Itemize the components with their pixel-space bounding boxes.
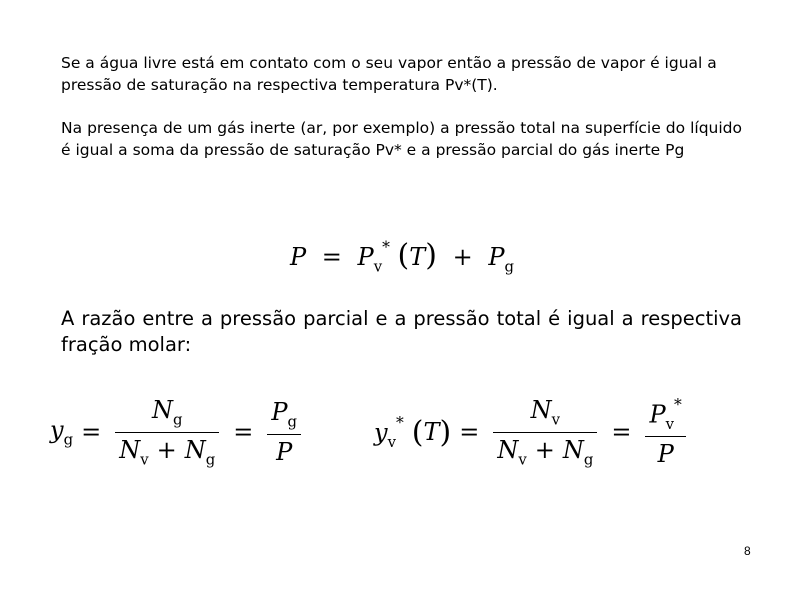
- eq3-num-sub: v: [551, 410, 561, 429]
- eq2-num: N: [151, 396, 173, 424]
- eq2-den-a-sub: v: [140, 450, 149, 469]
- eq1-plus: +: [452, 243, 473, 271]
- eq3-rparen: ): [439, 414, 452, 450]
- eq2-num2: P: [271, 398, 288, 427]
- equation-vapor-molar-fraction: [374, 396, 692, 468]
- eq3-equals-1: =: [459, 418, 480, 447]
- eq1-star: *: [382, 238, 390, 257]
- eq3-den-a-sub: v: [518, 450, 527, 469]
- page-number: 8: [744, 544, 751, 558]
- eq3-t: T: [423, 418, 440, 447]
- eq3-star: *: [395, 413, 404, 432]
- equation-total-pressure: [290, 238, 514, 276]
- eq2-num-sub: g: [172, 410, 183, 429]
- eq3-den-b-sub: g: [583, 450, 594, 469]
- eq2-y: [50, 416, 73, 449]
- eq2-fraction-pressure: [267, 398, 301, 466]
- eq3-num2: P: [649, 400, 666, 429]
- eq1-lparen: (: [397, 238, 410, 273]
- eq3-den2: P: [657, 440, 674, 469]
- eq1-lhs: P: [290, 243, 307, 271]
- eq3-y-symbol: y: [374, 418, 388, 447]
- eq2-den-a: N: [119, 435, 141, 464]
- eq3-fraction-pressure: [645, 396, 685, 468]
- eq1-equals: =: [321, 243, 342, 271]
- eq2-equals-2: =: [233, 418, 254, 447]
- eq3-den-a: N: [497, 435, 519, 464]
- eq2-num2-sub: g: [287, 413, 298, 432]
- eq2-fraction-moles: [115, 396, 219, 468]
- equation-gas-molar-fraction: [50, 396, 307, 468]
- eq1-t: T: [409, 243, 426, 271]
- eq2-y-symbol: y: [50, 415, 64, 444]
- eq3-equals-2: =: [611, 418, 632, 447]
- eq1-pv: P: [357, 243, 374, 271]
- eq3-y: [374, 414, 404, 451]
- paragraph-inert-gas: Na presença de um gás inerte (ar, por exemplo) a pressão total na superfície do líquido é igual a soma da pressão de saturação Pv* e a pressão parcial do gás inerte Pg: [61, 119, 742, 159]
- eq2-den-b: N: [184, 435, 206, 464]
- eq1-pv-sub: v: [373, 257, 383, 276]
- paragraph-vapor-pressure: Se a água livre está em contato com o seu vapor então a pressão de vapor é igual a pressão de saturação na respectiva temperatura Pv*(T).: [61, 54, 717, 94]
- eq2-den-b-sub: g: [205, 450, 216, 469]
- eq2-den2: P: [276, 438, 293, 467]
- eq2-den-plus: +: [156, 435, 177, 464]
- eq3-num2-sub: v: [665, 415, 675, 434]
- eq2-y-sub: g: [63, 430, 74, 449]
- eq1-pg-sub: g: [504, 257, 515, 276]
- eq3-den-b: N: [562, 435, 584, 464]
- eq1-pg: P: [488, 243, 505, 271]
- eq3-fraction-moles: [493, 396, 597, 468]
- eq3-den-plus: +: [534, 435, 555, 464]
- paragraph-molar-fraction: A razão entre a pressão parcial e a pressão total é igual a respectiva fração molar:: [61, 307, 742, 356]
- eq2-equals-1: =: [81, 418, 102, 447]
- eq1-rparen: ): [425, 238, 437, 273]
- eq3-y-sub: v: [387, 432, 396, 451]
- eq3-lparen: (: [411, 414, 424, 450]
- eq3-num2-star: *: [674, 396, 682, 415]
- eq3-num: N: [530, 396, 552, 424]
